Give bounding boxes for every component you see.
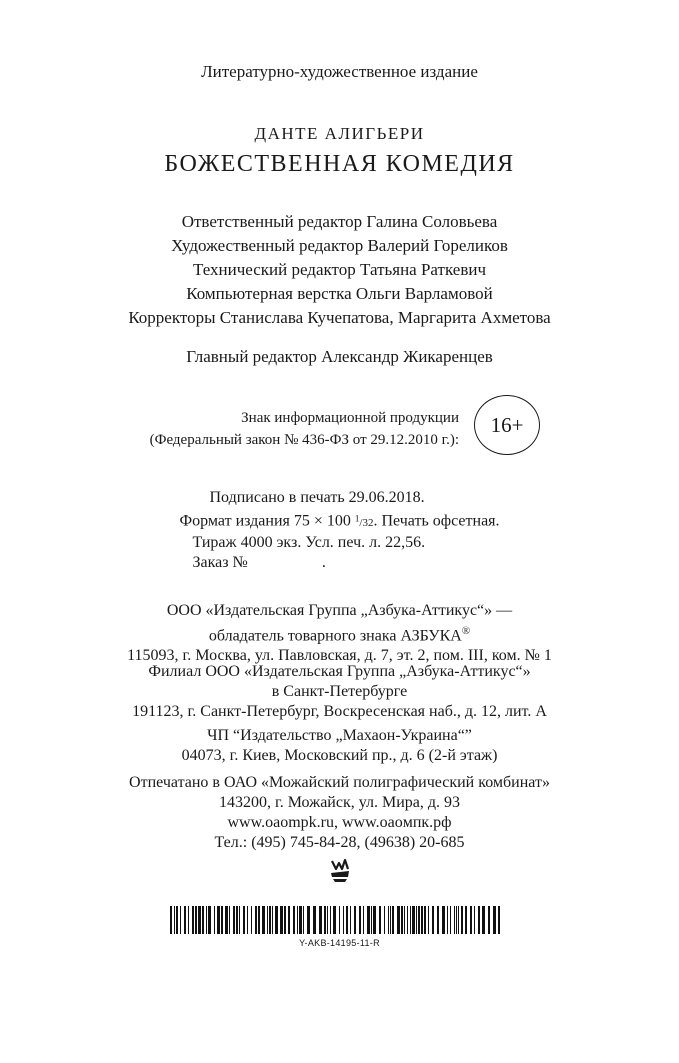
barcode-bar (198, 906, 201, 934)
branch-address: 191123, г. Санкт-Петербург, Воскресенская наб., д. 12, лит. А (132, 703, 547, 720)
barcode-bar (404, 906, 405, 934)
barcode-bar (363, 906, 364, 934)
branch-city: в Санкт-Петербурге (271, 683, 408, 700)
barcode-bar (482, 906, 485, 934)
printer-name: Отпечатано в ОАО «Можайский полиграфический комбинат» (129, 774, 550, 791)
barcode-bar (239, 906, 240, 934)
barcode-bar (293, 906, 295, 934)
credit-line: Компьютерная верстка Ольги Варламовой (186, 284, 493, 303)
barcode-bar (367, 906, 370, 934)
barcode-bar (327, 906, 328, 934)
barcode-bar (412, 906, 415, 934)
barcode-bar (299, 906, 302, 934)
barcode-bar (470, 906, 472, 934)
order-number: Заказ № . (192, 553, 326, 571)
barcode-bar (343, 906, 344, 934)
print-run: Тираж 4000 экз. Усл. печ. л. 22,56. (192, 533, 426, 551)
info-sign-line: Знак информационной продукции (241, 410, 459, 426)
publisher-name: ООО «Издательская Группа „Азбука-Аттикус“» — (166, 602, 513, 619)
barcode-bar (498, 906, 500, 934)
barcode-bar (174, 906, 175, 934)
barcode-bar (324, 906, 326, 934)
barcode-bar (233, 906, 235, 934)
publisher-logo-icon (330, 857, 350, 883)
barcode-bar (297, 906, 298, 934)
barcode-bar (401, 906, 403, 934)
barcode-bar (262, 906, 265, 934)
barcode-bar (424, 906, 426, 934)
barcode-bar (437, 906, 439, 934)
barcode-bar (333, 906, 336, 934)
barcode-bar (447, 906, 448, 934)
barcode-icon (170, 906, 500, 934)
print-details (0, 488, 679, 573)
barcode-bar (346, 906, 348, 934)
barcode-bar (247, 906, 248, 934)
barcode-bar (180, 906, 181, 934)
barcode-bar (418, 906, 420, 934)
barcode-bar (288, 906, 290, 934)
barcode-bar (474, 906, 475, 934)
barcode-bar (225, 906, 228, 934)
barcode-bar (221, 906, 223, 934)
publisher-address: 115093, г. Москва, ул. Павловская, д. 7, эт. 2, пом. III, ком. № 1 (127, 647, 552, 665)
barcode-bar (214, 906, 215, 934)
barcode-bar (202, 906, 204, 934)
barcode-bar (217, 906, 220, 934)
chief-editor: Главный редактор Александр Жикаренцев (186, 347, 493, 366)
barcode-bar (258, 906, 260, 934)
branch-name: Филиал ООО «Издательская Группа „Азбука-Аттикус“» (148, 663, 531, 680)
printer-address: 143200, г. Можайск, ул. Мира, д. 93 (218, 794, 461, 811)
barcode-bar (339, 906, 340, 934)
barcode-bar (307, 906, 310, 934)
barcode-bar (373, 906, 376, 934)
barcode-bar (371, 906, 372, 934)
ukraine-block (0, 726, 679, 766)
barcode-bar (330, 906, 331, 934)
barcode-bar (251, 906, 252, 934)
info-sign-law: (Федеральный закон № 436-ФЗ от 29.12.2010 г.): (149, 432, 459, 448)
credit-line: Ответственный редактор Галина Соловьева (181, 212, 498, 231)
barcode-bar (384, 906, 385, 934)
barcode-bar (410, 906, 411, 934)
barcode-bar (388, 906, 389, 934)
barcode-bar (303, 906, 304, 934)
publisher-block (0, 601, 679, 666)
credit-line: Технический редактор Татьяна Раткевич (192, 260, 487, 279)
barcode-bar (269, 906, 271, 934)
genre-label: Литературно-художественное издание (201, 62, 478, 81)
barcode-bar (313, 906, 316, 934)
barcode-bar (421, 906, 423, 934)
info-sign-block (0, 407, 679, 467)
barcode-bar (267, 906, 268, 934)
barcode-bar (275, 906, 278, 934)
barcode-bar (478, 906, 480, 934)
barcode-label: Y-AKB-14195-11-R (299, 938, 380, 948)
barcode-bar (407, 906, 408, 934)
printer-block (0, 773, 679, 853)
barcode-bar (432, 906, 434, 934)
barcode-bar (195, 906, 197, 934)
barcode-bar (192, 906, 194, 934)
credit-line: Художественный редактор Валерий Гореликов (171, 236, 508, 255)
barcode-bar (428, 906, 429, 934)
branch-block (0, 662, 679, 722)
barcode-bar (170, 906, 172, 934)
barcode-bar (229, 906, 230, 934)
barcode-bar (359, 906, 361, 934)
barcode-bar (488, 906, 490, 934)
barcode-bar (280, 906, 283, 934)
barcode-bar (390, 906, 391, 934)
ukraine-publisher: ЧП “Издательство „Махаон-Украина“” (207, 727, 472, 744)
barcode-bar (397, 906, 400, 934)
barcode-bar (208, 906, 211, 934)
barcode-bar (188, 906, 189, 934)
barcode-bar (284, 906, 286, 934)
credit-line: Корректоры Станислава Кучепатова, Маргарита Ахметова (128, 308, 551, 327)
barcode-bar (461, 906, 463, 934)
barcode-bar (206, 906, 207, 934)
barcode-bar (442, 906, 445, 934)
barcode-bar (272, 906, 273, 934)
signed-date: Подписано в печать 29.06.2018. (209, 489, 425, 506)
barcode-bar (350, 906, 351, 934)
barcode-bar (458, 906, 459, 934)
barcode-bar (354, 906, 356, 934)
book-title: БОЖЕСТВЕННАЯ КОМЕДИЯ (164, 151, 515, 177)
barcode-bar (184, 906, 186, 934)
barcode-bar (465, 906, 467, 934)
barcode-bar (493, 906, 496, 934)
barcode-bar (379, 906, 381, 934)
barcode-bar (416, 906, 417, 934)
barcode-bar (176, 906, 178, 934)
format-line: Формат издания 75 × 100 $^1$/32. Печать офсетная. (179, 512, 500, 530)
age-rating-badge: 16+ (474, 395, 540, 455)
barcode-bar (236, 906, 238, 934)
barcode-bar (392, 906, 394, 934)
ukraine-address: 04073, г. Киев, Московский пр., д. 6 (2-й этаж) (181, 747, 498, 764)
credits-list (0, 210, 679, 330)
barcode-bar (456, 906, 457, 934)
printer-phone: Тел.: (495) 745-84-28, (49638) 20-685 (214, 834, 465, 851)
barcode-bar (243, 906, 245, 934)
trademark-line: обладатель товарного знака АЗБУКА® (208, 625, 471, 645)
barcode-bar (454, 906, 455, 934)
barcode-bar (255, 906, 257, 934)
printer-website: www.oaompk.ru, www.oaoмпк.рф (227, 814, 452, 831)
barcode-bar (319, 906, 322, 934)
barcode-bar (450, 906, 451, 934)
author-name: ДАНТЕ АЛИГЬЕРИ (254, 124, 425, 143)
